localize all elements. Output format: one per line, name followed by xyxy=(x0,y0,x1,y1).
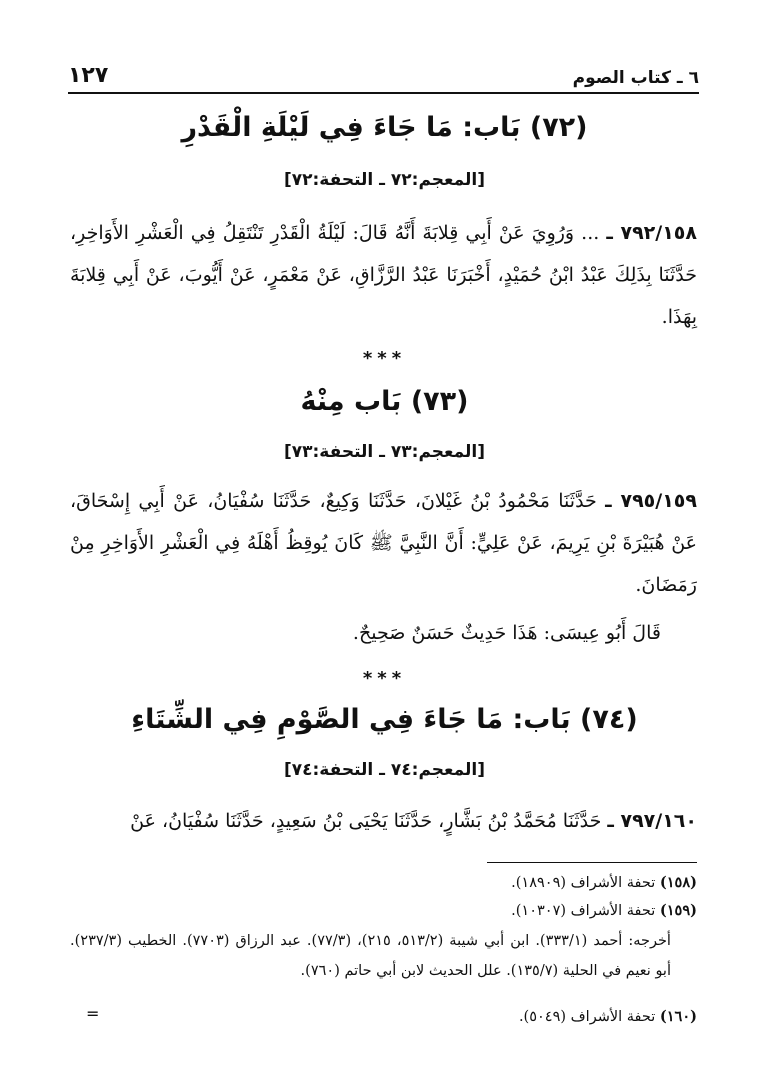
footnote-159 xyxy=(70,896,697,926)
section-separator: *** xyxy=(362,348,407,369)
continuation-mark: = xyxy=(86,1004,100,1023)
hadith-number: ٧٩٧/١٦٠ ـ xyxy=(607,810,697,832)
footnote-number: (١٥٩) xyxy=(659,902,697,919)
footnote-divider xyxy=(487,862,697,863)
footnote-text: أخرجه: أحمد (٣٣٣/١). ابن أبي شيبة (٥١٣/٢، ٢١٥)، (٧٧/٣). عبد الرزاق (٧٧٠٣). الخطيب (٢٣٧/٣). أبو نعيم في الحلية (١٣٥/٧). علل الحديث لابن أبي حاتم (٧٦٠). xyxy=(70,933,671,979)
hadith-number: ٧٩٥/١٥٩ ـ xyxy=(605,490,697,512)
footnote-sources xyxy=(70,926,671,986)
footnote-158 xyxy=(70,868,697,898)
section-title: ٦ ـ كتاب الصوم xyxy=(572,68,699,88)
hadith-paragraph-159 xyxy=(70,480,697,606)
hadith-paragraph-158 xyxy=(70,212,697,338)
comment-text: قَالَ أَبُو عِيسَى: هَذَا حَدِيثٌ حَسَنٌ صَحِيحٌ. xyxy=(352,622,661,644)
hadith-paragraph-160 xyxy=(70,800,697,842)
chapter-heading-73: (٧٣) بَاب مِنْهُ xyxy=(300,386,469,417)
footnote-text: تحفة الأشراف (١٠٣٠٧). xyxy=(511,903,660,919)
chapter-heading-74: (٧٤) بَاب: مَا جَاءَ فِي الصَّوْمِ فِي الشِّتَاءِ xyxy=(131,704,638,735)
chapter-reference-74: [المعجم:٧٤ ـ التحفة:٧٤] xyxy=(283,760,486,780)
footnote-text: تحفة الأشراف (٥٠٤٩). xyxy=(518,1009,660,1025)
footnote-160 xyxy=(70,1002,697,1032)
footnote-number: (١٦٠) xyxy=(659,1008,697,1025)
chapter-reference-72: [المعجم:٧٢ ـ التحفة:٧٢] xyxy=(283,170,486,190)
hadith-text: ... وَرُوِيَ عَنْ أَبِي قِلابَةَ أَنَّهُ قَالَ: لَيْلَةُ الْقَدْرِ تَنْتَقِلُ فِي الْعَشْرِ الأَوَاخِرِ، حَدَّثَنَا بِذَلِكَ عَبْدُ ابْنُ حُمَيْدٍ، أَخْبَرَنَا عَبْدُ الرَّزَّاقِ، عَنْ مَعْمَرٍ، عَنْ أَيُّوبَ، عَنْ أَبِي قِلابَةَ بِهَذَا. xyxy=(70,222,697,328)
running-header xyxy=(68,52,699,94)
author-comment xyxy=(70,612,661,654)
footnote-number: (١٥٨) xyxy=(659,874,697,891)
chapter-reference-73: [المعجم:٧٣ ـ التحفة:٧٣] xyxy=(283,442,486,462)
hadith-text: حَدَّثَنَا مُحَمَّدُ بْنُ بَشَّارٍ، حَدَّثَنَا يَحْيَى بْنُ سَعِيدٍ، حَدَّثَنَا سُفْيَانُ، عَنْ xyxy=(130,810,608,832)
page-number: ١٢٧ xyxy=(68,63,109,88)
footnote-text: تحفة الأشراف (١٨٩٠٩). xyxy=(511,875,660,891)
hadith-number: ٧٩٢/١٥٨ ـ xyxy=(606,222,698,244)
chapter-heading-72: (٧٢) بَاب: مَا جَاءَ فِي لَيْلَةِ الْقَدْرِ xyxy=(181,112,588,143)
hadith-text: حَدَّثَنَا مَحْمُودُ بْنُ غَيْلانَ، حَدَّثَنَا وَكِيعٌ، حَدَّثَنَا سُفْيَانُ، عَنْ أَبِي إِسْحَاقَ، عَنْ هُبَيْرَةَ بْنِ يَرِيمَ، عَنْ عَلِيٍّ: أَنَّ النَّبِيَّ ﷺ كَانَ يُوقِظُ أَهْلَهُ فِي الْعَشْرِ الأَوَاخِرِ مِنْ رَمَضَانَ. xyxy=(70,490,697,596)
section-separator: *** xyxy=(362,668,407,689)
